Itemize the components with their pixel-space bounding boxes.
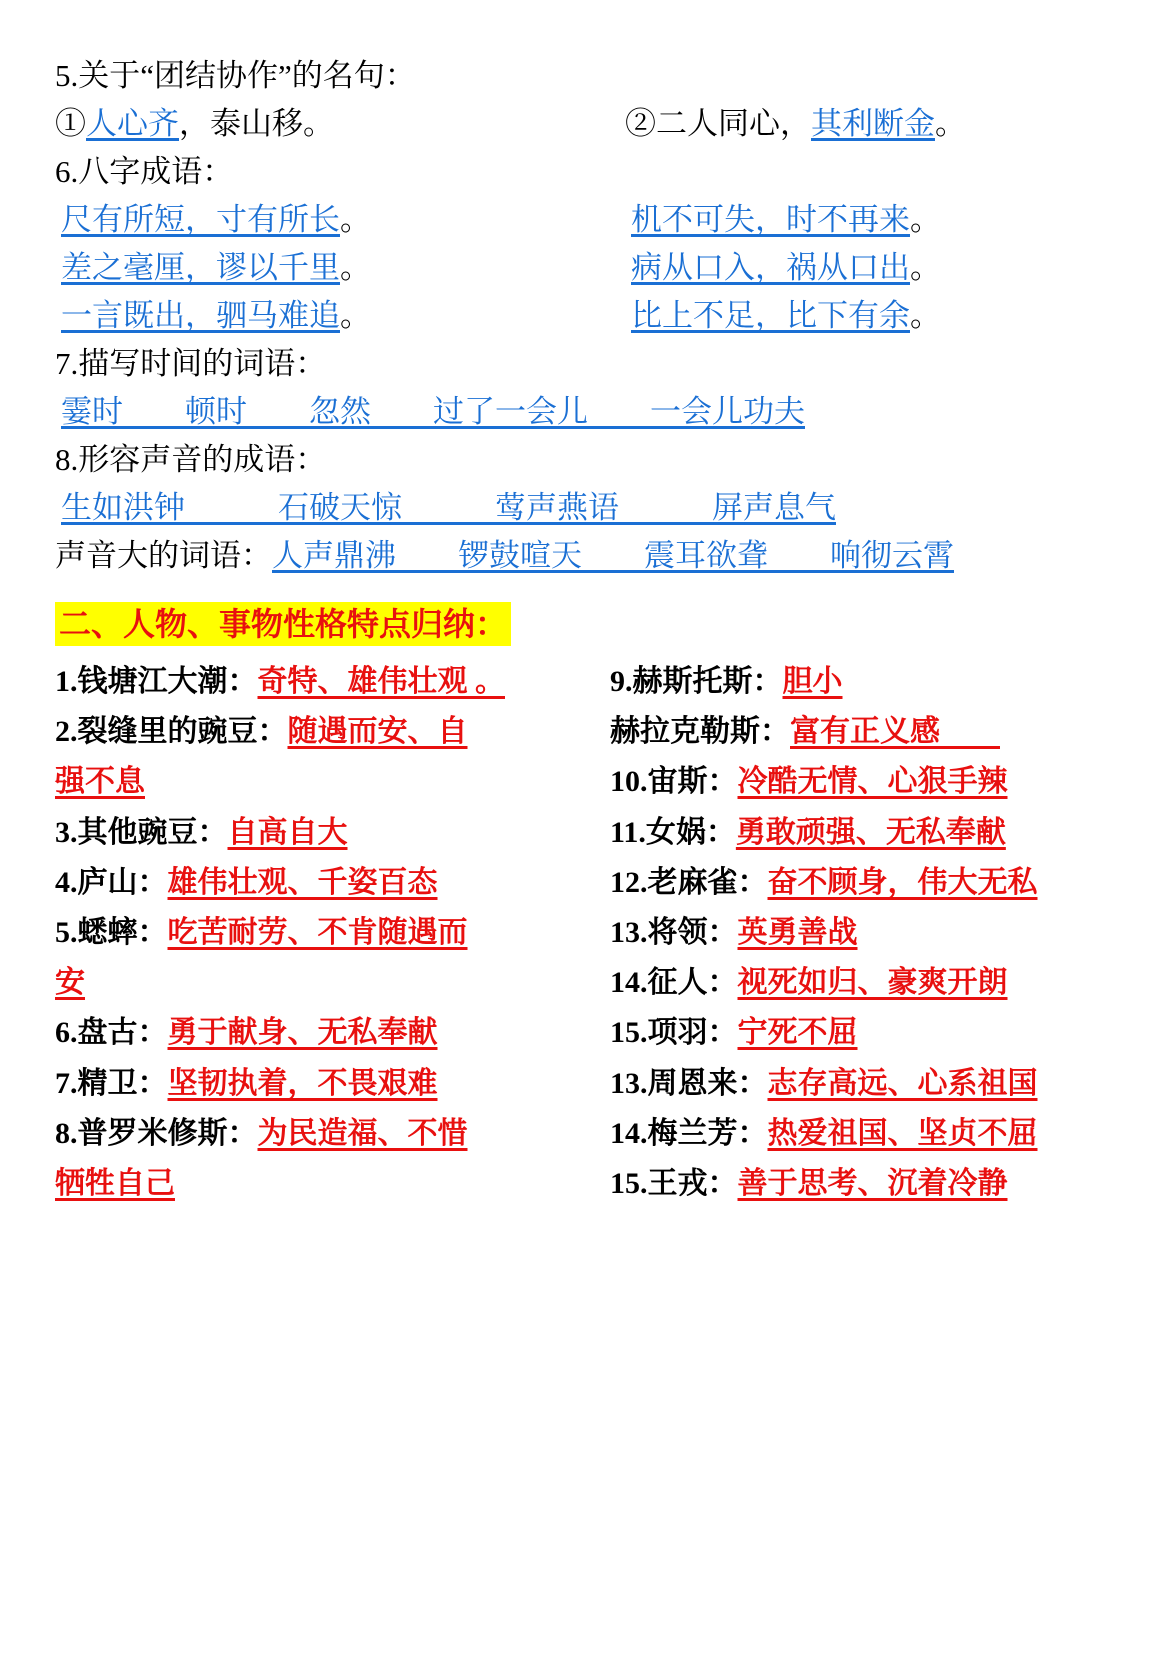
idiom-tail: 。: [910, 250, 941, 285]
idiom-tail: 。: [910, 202, 941, 237]
traits-column-left: [55, 660, 600, 1212]
trait-label: 12.老麻雀：: [610, 865, 768, 899]
trait-label: 1.钱塘江大潮：: [55, 665, 258, 698]
trait-label: 5.蟋蟀：: [55, 915, 168, 949]
item5-right: [625, 108, 966, 139]
trait-label: 7.精卫：: [55, 1066, 168, 1100]
item6-row-1: [55, 252, 1114, 283]
item7-title: 7.描写时间的词语：: [55, 346, 327, 381]
trait-item-cont: [55, 961, 600, 1004]
trait-item: [610, 1162, 1114, 1205]
trait-item: [610, 1112, 1114, 1155]
trait-item: [610, 911, 1114, 954]
trait-label: 赫拉克勒斯：: [610, 715, 790, 749]
trait-item: [610, 760, 1114, 803]
trait-value: 安: [55, 966, 85, 1000]
section-heading-2: 二、人物、事物性格特点归纳：: [55, 602, 511, 646]
trait-label: 4.庐山：: [55, 865, 168, 899]
trait-item: [610, 710, 1114, 753]
trait-item: [55, 811, 600, 854]
trait-item: [610, 1062, 1114, 1105]
item6-row-1-right: [631, 252, 941, 283]
trait-value: 牺牲自己: [55, 1166, 175, 1200]
trait-value: 自高自大: [227, 815, 348, 849]
trait-value: 志存高远、心系祖国: [767, 1066, 1038, 1100]
trait-value: 勇敢顽强、无私奉献: [735, 815, 1006, 849]
trait-value: 吃苦耐劳、不肯随遇而: [167, 915, 468, 949]
idiom-tail: 。: [910, 298, 941, 333]
trait-value: 为民造福、不惜: [257, 1116, 468, 1150]
item6-row-0: [55, 204, 1114, 235]
trait-value: 富有正义感: [790, 715, 1000, 749]
item5-left-blue: 人心齐: [86, 106, 179, 141]
trait-value: 勇于献身、无私奉献: [167, 1016, 438, 1050]
item6-row-2-left: [55, 300, 631, 331]
item6-row-2: [55, 300, 1114, 331]
trait-label: 3.其他豌豆：: [55, 815, 228, 849]
item8-words: [55, 492, 1114, 523]
item5-right-prefix: ②二人同心，: [625, 106, 811, 141]
item5-left-prefix: ①: [55, 106, 86, 141]
time-words: 霎时 顿时 忽然 过了一会儿 一会儿功夫: [61, 394, 805, 429]
idiom-text: 差之毫厘，谬以千里: [61, 250, 340, 285]
trait-value: 英勇善战: [737, 915, 858, 949]
trait-item: [610, 961, 1114, 1004]
item6-row-2-right: [631, 300, 941, 331]
item5-right-blue: 其利断金: [811, 106, 935, 141]
item6-row-1-left: [55, 252, 631, 283]
trait-item: [610, 660, 1114, 703]
item5-left: [55, 108, 625, 139]
trait-label: 10.宙斯：: [610, 765, 738, 799]
trait-label: 14.征人：: [610, 966, 738, 1000]
trait-item: [55, 1011, 600, 1054]
item5-left-rest: ，泰山移。: [179, 106, 334, 141]
trait-item: [55, 911, 600, 954]
trait-item: [55, 1112, 600, 1155]
item5-right-rest: 。: [935, 106, 966, 141]
idiom-text: 尺有所短，寸有所长: [61, 202, 340, 237]
trait-value: 奇特、雄伟壮观 。: [257, 665, 505, 698]
trait-value: 随遇而安、自: [287, 715, 468, 749]
item5-title: 5.关于“团结协作”的名句：: [55, 58, 416, 93]
trait-item: [610, 811, 1114, 854]
item5-row: [55, 108, 1114, 139]
item7-words: [55, 396, 1114, 427]
trait-value: 宁死不屈: [737, 1016, 858, 1050]
trait-label: 13.将领：: [610, 915, 738, 949]
trait-value: 胆小: [782, 665, 843, 698]
loud-words: 人声鼎沸 锣鼓喧天 震耳欲聋 响彻云霄: [272, 538, 954, 573]
trait-label: 6.盘古：: [55, 1016, 168, 1050]
trait-item-cont: [55, 760, 600, 803]
trait-item: [55, 660, 600, 703]
trait-label: 2.裂缝里的豌豆：: [55, 715, 288, 749]
trait-value: 冷酷无情、心狠手辣: [737, 765, 1008, 799]
trait-label: 8.普罗米修斯：: [55, 1116, 258, 1150]
item8-sub: [55, 540, 1114, 571]
idiom-tail: 。: [340, 202, 371, 237]
trait-label: 11.女娲：: [610, 815, 736, 849]
trait-value: 热爱祖国、坚贞不屈: [767, 1116, 1038, 1150]
item8-title: 8.形容声音的成语：: [55, 442, 327, 477]
idiom-text: 机不可失，时不再来: [631, 202, 910, 237]
idiom-text: 比上不足，比下有余: [631, 298, 910, 333]
trait-item: [610, 861, 1114, 904]
trait-value: 雄伟壮观、千姿百态: [167, 865, 438, 899]
item6-row-0-right: [631, 204, 941, 235]
trait-label: 14.梅兰芳：: [610, 1116, 768, 1150]
trait-item: [55, 861, 600, 904]
idiom-tail: 。: [340, 250, 371, 285]
idiom-text: 一言既出，驷马难追: [61, 298, 340, 333]
idiom-text: 病从口入，祸从口出: [631, 250, 910, 285]
trait-label: 9.赫斯托斯：: [610, 665, 783, 698]
trait-label: 15.项羽：: [610, 1016, 738, 1050]
trait-value: 视死如归、豪爽开朗: [737, 966, 1008, 1000]
trait-item: [610, 1011, 1114, 1054]
sound-idioms: 生如洪钟 石破天惊 莺声燕语 屏声息气: [61, 490, 836, 525]
item6-title: 6.八字成语：: [55, 154, 234, 189]
trait-label: 13.周恩来：: [610, 1066, 768, 1100]
trait-value: 善于思考、沉着冷静: [737, 1166, 1008, 1200]
trait-value: 奋不顾身，伟大无私: [767, 865, 1038, 899]
trait-label: 15.王戎：: [610, 1166, 738, 1200]
trait-value: 坚韧执着，不畏艰难: [167, 1066, 438, 1100]
trait-item-cont: [55, 1162, 600, 1205]
idiom-tail: 。: [340, 298, 371, 333]
trait-value: 强不息: [55, 765, 145, 799]
item6-row-0-left: [55, 204, 631, 235]
trait-item: [55, 1062, 600, 1105]
traits-columns: [55, 660, 1114, 1212]
traits-column-right: [600, 660, 1114, 1212]
item8-sub-label: 声音大的词语：: [55, 538, 272, 573]
trait-item: [55, 710, 600, 753]
